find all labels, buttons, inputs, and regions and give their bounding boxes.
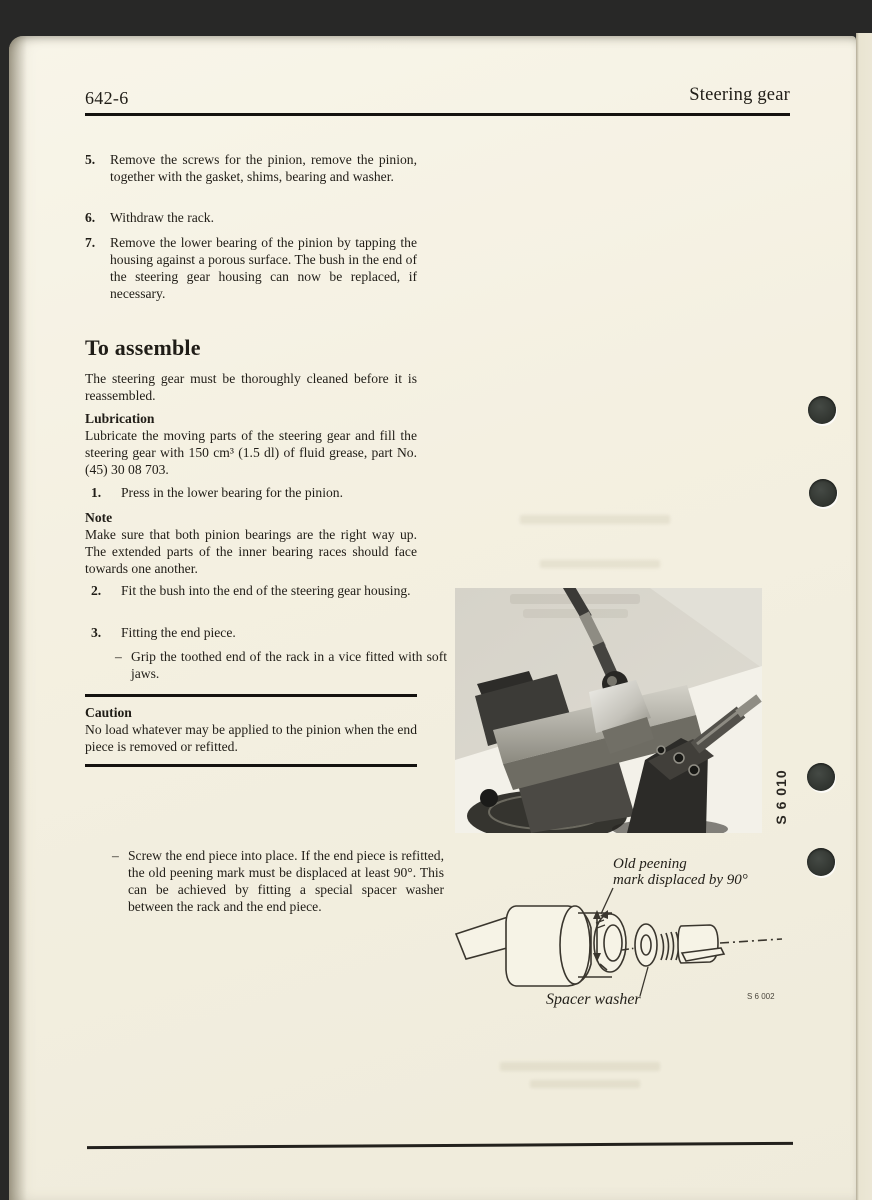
end-piece-diagram — [450, 846, 822, 1016]
step-item-1 — [85, 484, 417, 501]
step-number: 7. — [85, 235, 96, 250]
spacer-washer-shape — [635, 924, 657, 966]
spacer-leader-line — [640, 967, 648, 996]
flange-bolt — [674, 753, 684, 763]
step-text: Withdraw the rack. — [110, 210, 215, 225]
punch-hole — [808, 396, 836, 424]
peening-label-line1: Old peening — [613, 856, 687, 872]
page-title: Steering gear — [689, 85, 790, 105]
step-number: 3. — [91, 625, 102, 640]
spacer-washer-label: Spacer washer — [546, 991, 641, 1008]
spine-shadow — [9, 36, 27, 1200]
step-text: Fit the bush into the end of the steering gear housing. — [121, 583, 411, 598]
substep-text: Screw the end piece into place. If the end piece is refitted, the old peening mark must be displaced at least 90°. This can be achieved by fitting a special spacer washer between the rack and the end piece. — [128, 848, 444, 914]
substep-screw-end-piece — [85, 847, 444, 915]
substep-text: Grip the toothed end of the rack in a vice fitted with soft jaws. — [131, 649, 447, 681]
peening-leader-line — [601, 888, 613, 914]
centerline — [720, 939, 782, 943]
subsection-heading-note: Note — [85, 510, 113, 525]
flange-bolt — [689, 765, 699, 775]
end-piece-cap-highlight — [607, 676, 617, 686]
bleed-through-smudge — [500, 1062, 660, 1071]
step-item-6 — [85, 209, 417, 226]
flange-bolt — [657, 746, 665, 754]
step-number: 1. — [91, 485, 102, 500]
spring-coils — [661, 932, 679, 960]
step-text: Press in the lower bearing for the pinion. — [121, 485, 343, 500]
bleed-through-smudge — [540, 560, 660, 568]
page-stack-edge — [856, 33, 872, 1200]
punch-hole — [807, 763, 835, 791]
peening-label-line2: mark displaced by 90° — [613, 872, 748, 888]
caution-box — [85, 694, 417, 767]
section-heading-to-assemble: To assemble — [85, 335, 201, 360]
figure-ref-s6010: S 6 010 — [773, 769, 789, 825]
bleed-through-smudge — [520, 515, 670, 524]
caution-heading: Caution — [85, 705, 132, 720]
step-item-2 — [85, 582, 417, 599]
step-text: Remove the screws for the pinion, remove the pinion, together with the gasket, shims, bearing and washer. — [110, 152, 417, 184]
step-number: 5. — [85, 152, 96, 167]
dash-bullet: – — [112, 848, 119, 863]
step-item-3 — [85, 624, 417, 641]
step-item-7 — [85, 234, 417, 302]
dash-bullet: – — [115, 649, 122, 664]
step-item-5 — [85, 151, 417, 185]
housing-end-face — [560, 906, 590, 984]
caution-text: No load whatever may be applied to the pinion when the end piece is removed or refitted. — [85, 722, 417, 754]
figure-ref-s6002: S 6 002 — [747, 992, 775, 1001]
lubrication-text: Lubricate the moving parts of the steering gear and fill the steering gear with 150 cm³ (1.5 dl) of fluid grease, part No. (45) 30 08 703. — [85, 428, 417, 477]
assemble-intro: The steering gear must be thoroughly cleaned before it is reassembled. — [85, 371, 417, 403]
note-text: Make sure that both pinion bearings are the right way up. The extended parts of the inner bearing races should face towards one another. — [85, 527, 417, 576]
punch-hole — [809, 479, 837, 507]
subsection-heading-lubrication: Lubrication — [85, 411, 155, 426]
page-number: 642-6 — [85, 88, 129, 108]
step-text: Fitting the end piece. — [121, 625, 236, 640]
vice-photo-illustration — [455, 588, 762, 833]
bleed-through-smudge — [530, 1080, 640, 1088]
step-text: Remove the lower bearing of the pinion by tapping the housing against a porous surface. The bush in the end of the steering gear housing can now be replaced, if necessary. — [110, 235, 417, 301]
dimension-arrowhead-top — [593, 910, 601, 919]
substep-grip-rack — [85, 648, 447, 682]
bleed-through-smudge — [523, 609, 628, 618]
header-rule — [85, 113, 790, 116]
step-number: 6. — [85, 210, 96, 225]
punch-hole — [807, 848, 835, 876]
step-number: 2. — [91, 583, 102, 598]
vice-base-hole — [480, 789, 498, 807]
lock-ring-inner — [604, 925, 622, 961]
